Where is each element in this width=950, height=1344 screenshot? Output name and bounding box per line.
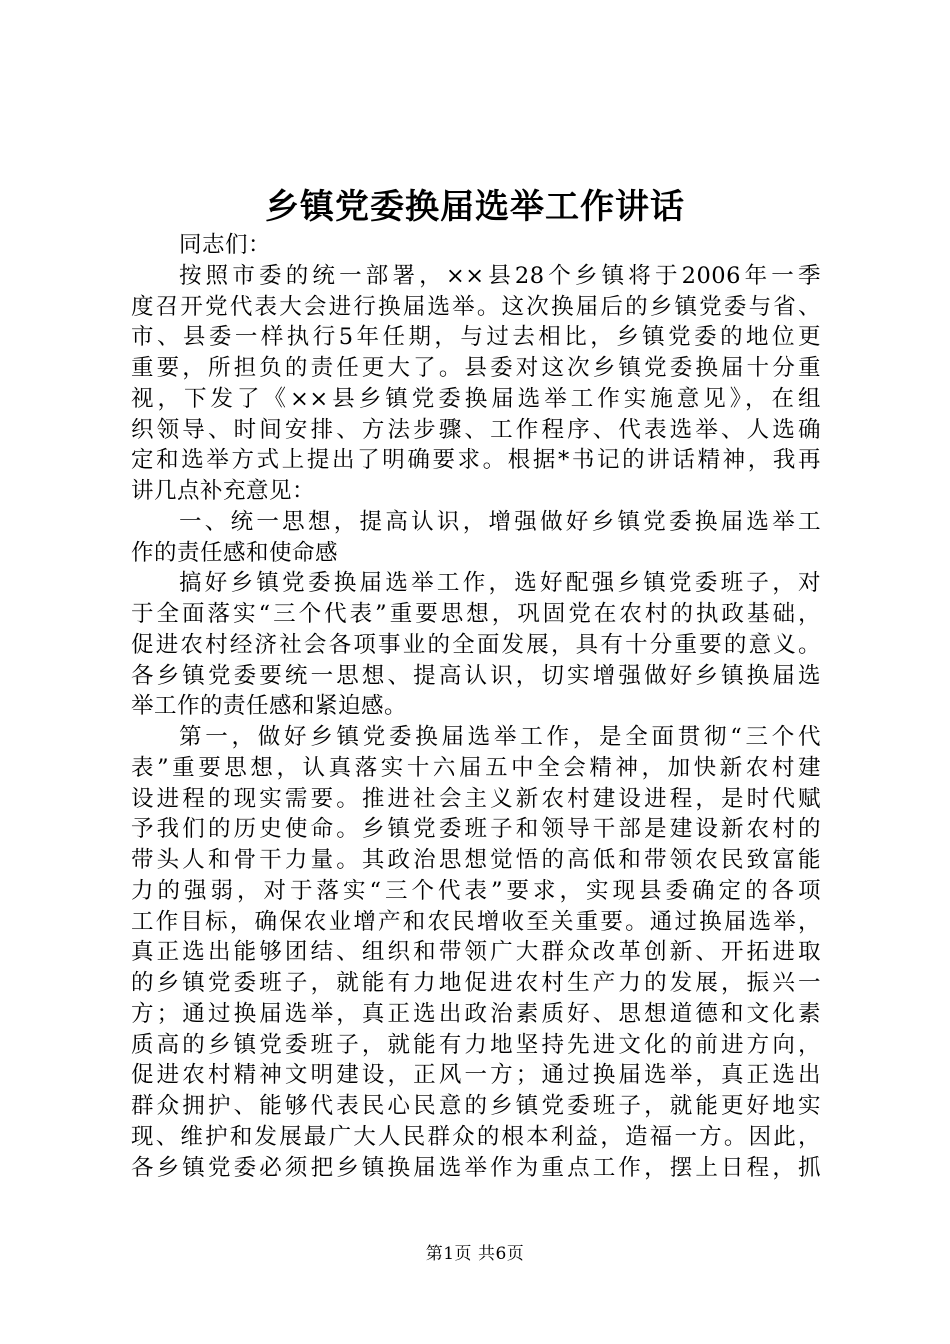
text-line: 同志们： [179, 232, 272, 258]
text-line: 真正选出能够团结、组织和带领广大群众改革创新、开拓进取 [131, 939, 821, 966]
text-line: 讲几点补充意见： [131, 478, 316, 504]
text-line: 各乡镇党委必须把乡镇换届选举作为重点工作，摆上日程，抓 [131, 1154, 821, 1181]
page-footer: 第1页 共6页 [425, 1244, 525, 1264]
text-line: 促进农村精神文明建设，正风一方；通过换届选举，真正选出 [131, 1062, 821, 1089]
text-line: 定和选举方式上提出了明确要求。根据*书记的讲话精神，我再 [131, 447, 821, 474]
text-line: 表”重要思想，认真落实十六届五中全会精神，加快新农村建 [131, 754, 821, 781]
text-line: 促进农村经济社会各项事业的全面发展，具有十分重要的意义。 [131, 631, 821, 658]
text-line: 作的责任感和使命感 [131, 539, 339, 566]
text-line: 于全面落实“三个代表”重要思想，巩固党在农村的执政基础， [131, 601, 821, 627]
text-line: 织领导、时间安排、方法步骤、工作程序、代表选举、人选确 [131, 416, 821, 443]
text-line: 一、统一思想，提高认识，增强做好乡镇党委换届选举工 [179, 508, 821, 535]
text-line: 视，下发了《××县乡镇党委换届选举工作实施意见》，在组 [131, 385, 821, 412]
text-line: 群众拥护、能够代表民心民意的乡镇党委班子，就能更好地实 [131, 1093, 821, 1119]
text-line: 市、县委一样执行5年任期，与过去相比，乡镇党委的地位更 [131, 324, 821, 351]
text-line: 设进程的现实需要。推进社会主义新农村建设进程，是时代赋 [131, 785, 821, 812]
text-line: 带头人和骨干力量。其政治思想觉悟的高低和带领农民致富能 [131, 847, 821, 873]
text-line: 举工作的责任感和紧迫感。 [131, 693, 408, 720]
text-line: 第一，做好乡镇党委换届选举工作，是全面贯彻“三个代 [179, 724, 821, 750]
text-line: 的乡镇党委班子，就能有力地促进农村生产力的发展，振兴一 [131, 970, 821, 996]
text-line: 现、维护和发展最广大人民群众的根本利益，造福一方。因此， [131, 1123, 821, 1150]
text-line: 工作目标，确保农业增产和农民增收至关重要。通过换届选举， [131, 908, 821, 935]
text-line: 按照市委的统一部署，××县28个乡镇将于2006年一季 [179, 262, 821, 289]
text-line: 各乡镇党委要统一思想、提高认识，切实增强做好乡镇换届选 [131, 662, 821, 689]
text-line: 搞好乡镇党委换届选举工作，选好配强乡镇党委班子，对 [179, 570, 821, 597]
document-title: 乡镇党委换届选举工作讲话 [265, 187, 685, 227]
text-line: 度召开党代表大会进行换届选举。这次换届后的乡镇党委与省、 [131, 293, 821, 320]
text-line: 予我们的历史使命。乡镇党委班子和领导干部是建设新农村的 [131, 816, 821, 843]
text-line: 重要，所担负的责任更大了。县委对这次乡镇党委换届十分重 [131, 355, 821, 381]
document-body [131, 230, 821, 1183]
text-line: 质高的乡镇党委班子，就能有力地坚持先进文化的前进方向， [131, 1031, 821, 1058]
text-line: 方；通过换届选举，真正选出政治素质好、思想道德和文化素 [131, 1000, 821, 1027]
text-line: 力的强弱，对于落实“三个代表”要求，实现县委确定的各项 [131, 877, 821, 904]
